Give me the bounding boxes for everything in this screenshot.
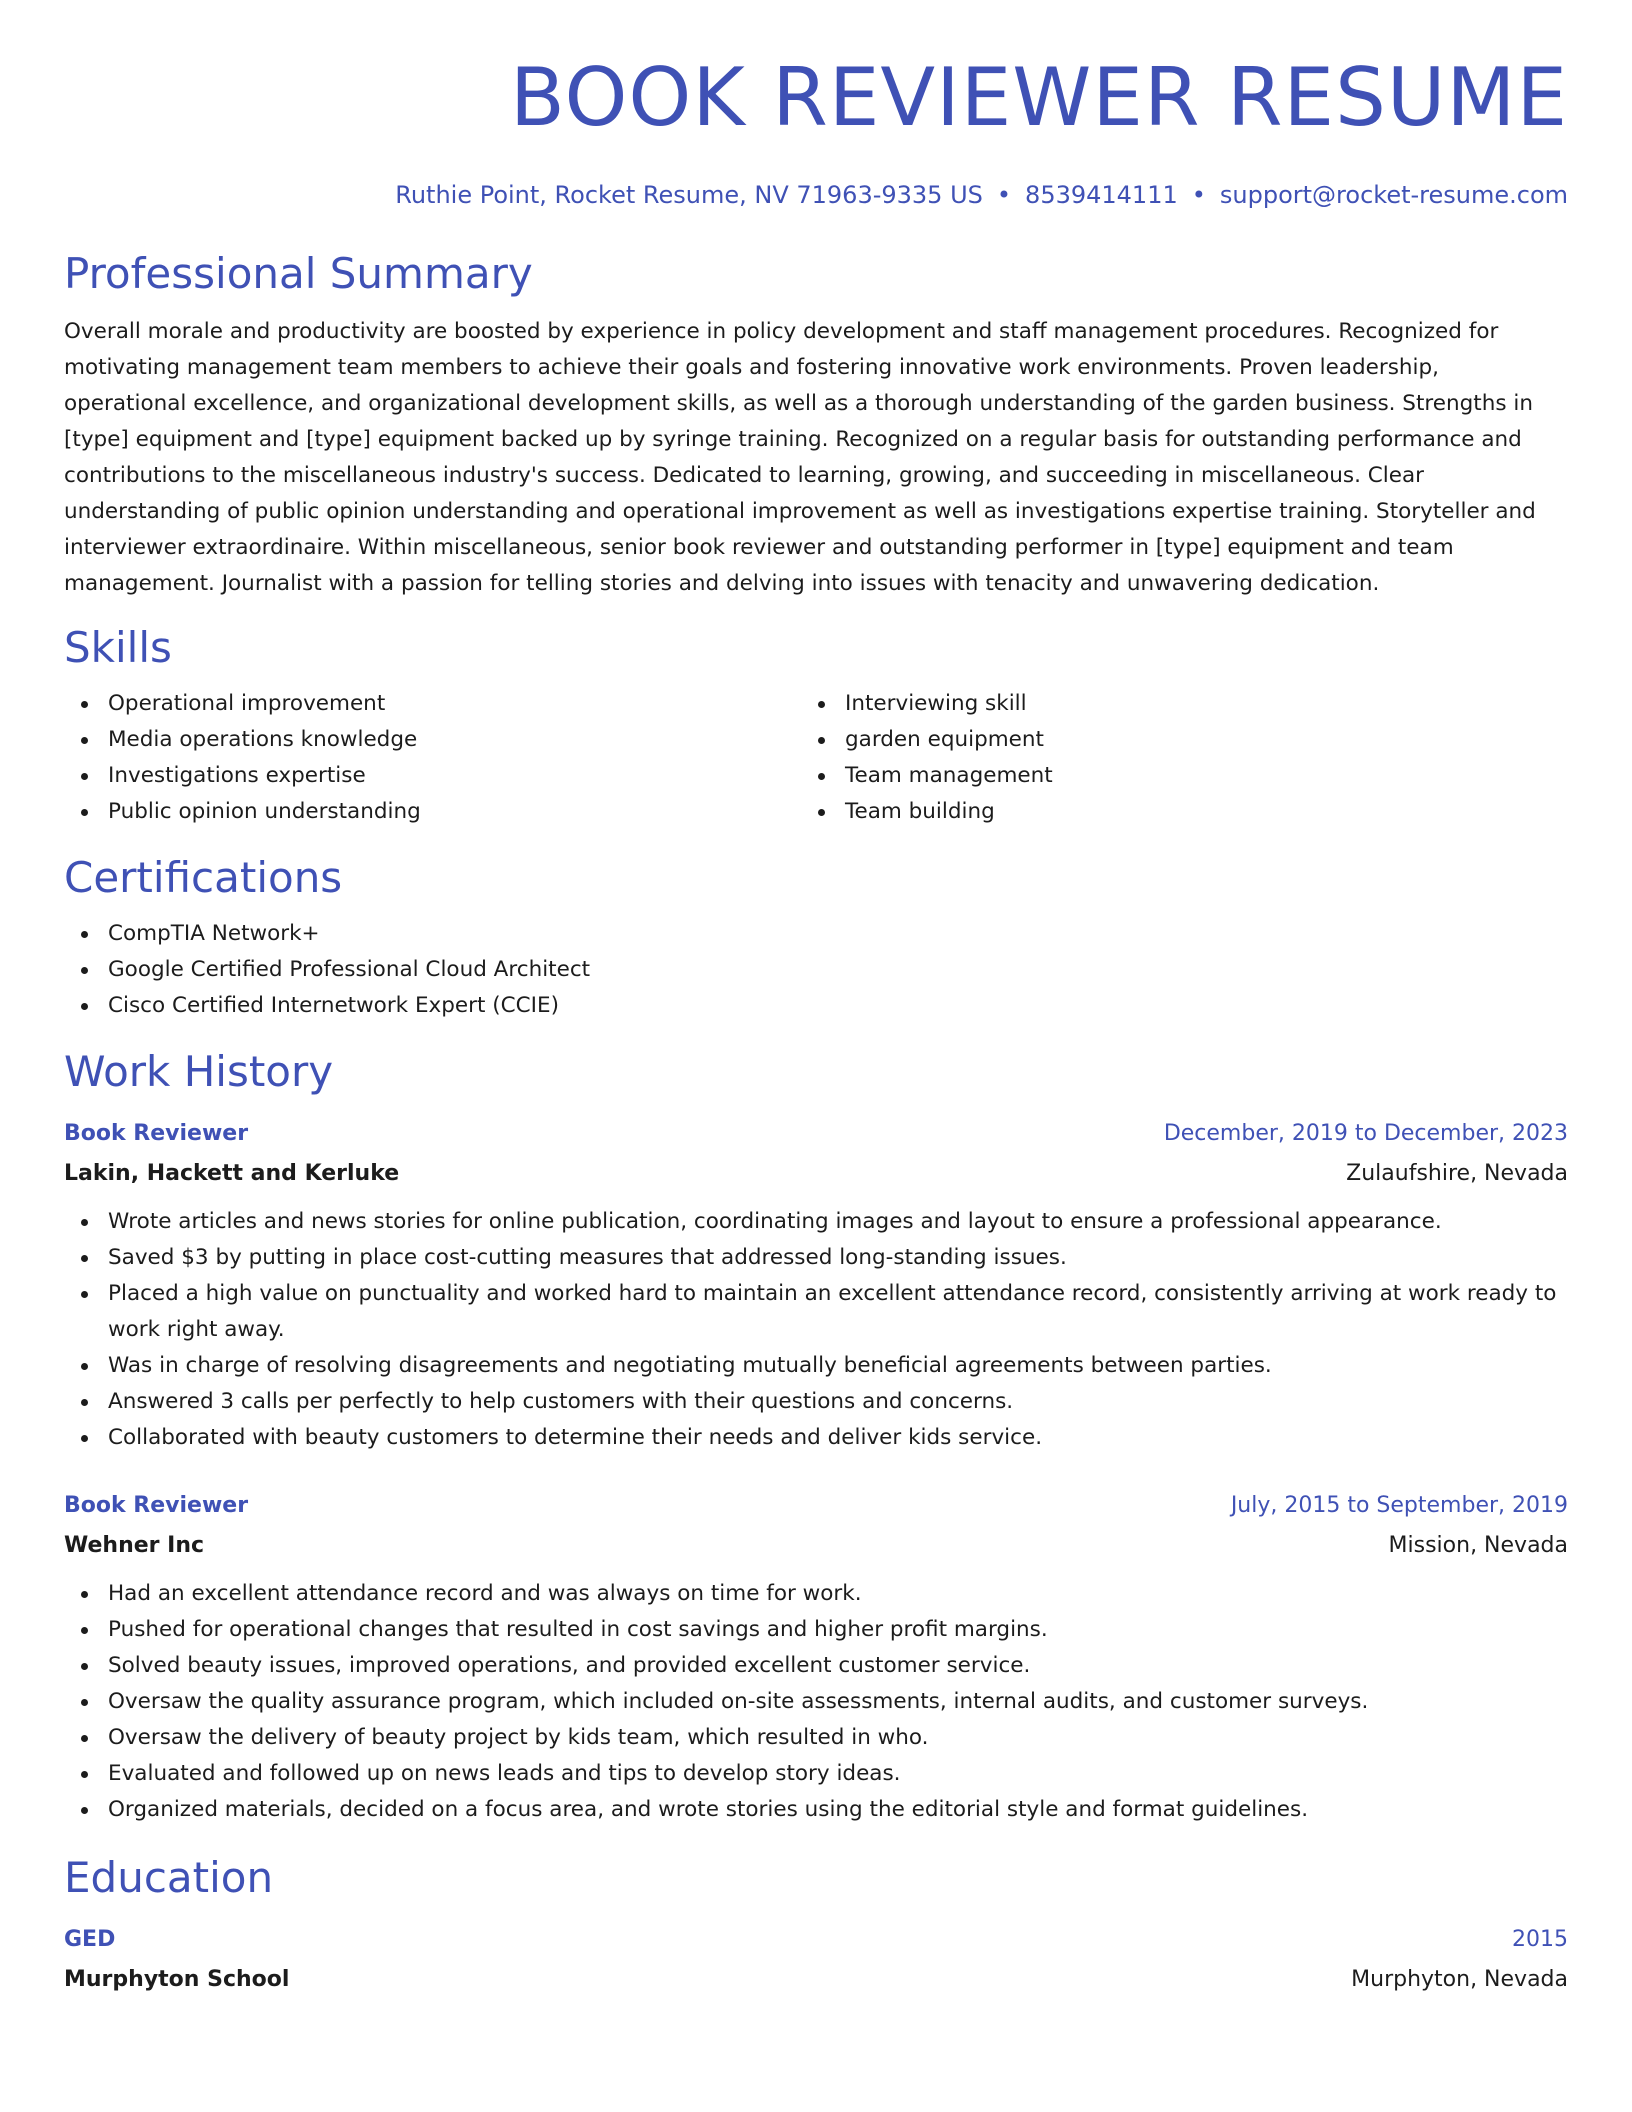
skills-columns <box>64 686 1568 830</box>
job-title: Book Reviewer <box>64 1121 249 1146</box>
summary-text: Overall morale and productivity are boosted by experience in policy development and staff management procedures. Recognized for motivating management team members to achieve their goals and fostering innovative work environments. Proven leadership, operational excellence, and organizational development skills, as well as a thorough understanding of the garden business. Strengths in [type] equipment and [type] equipment backed up by syringe training. Recognized on a regular basis for outstanding performance and contributions to the miscellaneous industry's success. Dedicated to learning, growing, and succeeding in miscellaneous. Clear understanding of public opinion understanding and operational improvement as well as investigations expertise training. Storyteller and interviewer extraordinaire. Within miscellaneous, senior book reviewer and outstanding performer in [type] equipment and team management. Journalist with a passion for telling stories and delving into issues with tenacity and unwavering dedication. <box>64 319 1536 596</box>
skill-item: Interviewing skill <box>801 686 1538 722</box>
certifications-list <box>64 916 1568 1024</box>
contact-separator: • <box>1191 181 1206 209</box>
job-entry <box>64 1118 1568 1456</box>
skill-item: Media operations knowledge <box>64 722 801 758</box>
education-section <box>64 1852 1568 1996</box>
skill-item: Investigations expertise <box>64 758 801 794</box>
job-header <box>64 1118 1568 1150</box>
certifications-heading: Certifications <box>64 853 343 902</box>
education-location: Murphyton, Nevada <box>1351 1967 1568 1992</box>
job-duties-list <box>64 1576 1568 1828</box>
skill-item: Team management <box>801 758 1538 794</box>
job-duty: Pushed for operational changes that resulted in cost savings and higher profit margins. <box>64 1612 1568 1648</box>
job-duty: Organized materials, decided on a focus area, and wrote stories using the editorial style and format guidelines. <box>64 1792 1568 1828</box>
job-duty: Had an excellent attendance record and was always on time for work. <box>64 1576 1568 1612</box>
certifications-section <box>64 852 1568 1024</box>
job-entry <box>64 1490 1568 1828</box>
job-subheader <box>64 1158 1568 1190</box>
skills-list-left <box>64 686 801 830</box>
certification-item: CompTIA Network+ <box>64 916 1568 952</box>
contact-line <box>64 178 1568 212</box>
skill-item: garden equipment <box>801 722 1538 758</box>
skill-item: Public opinion understanding <box>64 794 801 830</box>
job-dates: July, 2015 to September, 2019 <box>1230 1493 1568 1518</box>
skills-heading: Skills <box>64 623 172 672</box>
education-header <box>64 1924 1568 1956</box>
skills-list-right <box>801 686 1538 830</box>
summary-heading: Professional Summary <box>64 249 533 298</box>
contact-phone: 8539414111 <box>1025 181 1178 209</box>
job-company: Lakin, Hackett and Kerluke <box>64 1161 400 1186</box>
job-location: Mission, Nevada <box>1388 1533 1568 1558</box>
work-history-heading: Work History <box>64 1047 334 1096</box>
job-duty: Was in charge of resolving disagreements and negotiating mutually beneficial agreements between parties. <box>64 1348 1568 1384</box>
contact-address: Ruthie Point, Rocket Resume, NV 71963-9335 US <box>395 181 983 209</box>
job-duties-list <box>64 1204 1568 1456</box>
job-duty: Wrote articles and news stories for online publication, coordinating images and layout to ensure a professional appearance. <box>64 1204 1568 1240</box>
job-duty: Solved beauty issues, improved operations, and provided excellent customer service. <box>64 1648 1568 1684</box>
education-degree: GED <box>64 1927 116 1952</box>
education-subheader <box>64 1964 1568 1996</box>
education-school: Murphyton School <box>64 1967 290 1992</box>
job-title: Book Reviewer <box>64 1493 249 1518</box>
education-heading: Education <box>64 1853 274 1902</box>
job-duty: Answered 3 calls per perfectly to help customers with their questions and concerns. <box>64 1384 1568 1420</box>
job-dates: December, 2019 to December, 2023 <box>1163 1121 1568 1146</box>
contact-separator: • <box>996 181 1012 209</box>
contact-email: support@rocket-resume.com <box>1219 181 1568 209</box>
job-duty: Saved $3 by putting in place cost-cutting measures that addressed long-standing issues. <box>64 1240 1568 1276</box>
summary-section <box>64 248 1568 602</box>
resume-title: BOOK REVIEWER RESUME <box>509 51 1568 144</box>
job-duty: Evaluated and followed up on news leads and tips to develop story ideas. <box>64 1756 1568 1792</box>
work-history-section <box>64 1046 1568 1828</box>
skill-item: Team building <box>801 794 1538 830</box>
job-duty: Collaborated with beauty customers to determine their needs and deliver kids service. <box>64 1420 1568 1456</box>
job-duty: Oversaw the delivery of beauty project by kids team, which resulted in who. <box>64 1720 1568 1756</box>
skill-item: Operational improvement <box>64 686 801 722</box>
certification-item: Cisco Certified Internetwork Expert (CCIE) <box>64 988 1568 1024</box>
job-duty: Placed a high value on punctuality and worked hard to maintain an excellent attendance record, consistently arriving at work ready to work right away. <box>64 1276 1568 1348</box>
job-subheader <box>64 1530 1568 1562</box>
skills-section <box>64 622 1568 830</box>
job-header <box>64 1490 1568 1522</box>
job-company: Wehner Inc <box>64 1533 205 1558</box>
job-duty: Oversaw the quality assurance program, which included on-site assessments, internal audits, and customer surveys. <box>64 1684 1568 1720</box>
certification-item: Google Certified Professional Cloud Architect <box>64 952 1568 988</box>
education-year: 2015 <box>1512 1927 1568 1952</box>
education-entry <box>64 1924 1568 1996</box>
job-location: Zulaufshire, Nevada <box>1346 1161 1568 1186</box>
